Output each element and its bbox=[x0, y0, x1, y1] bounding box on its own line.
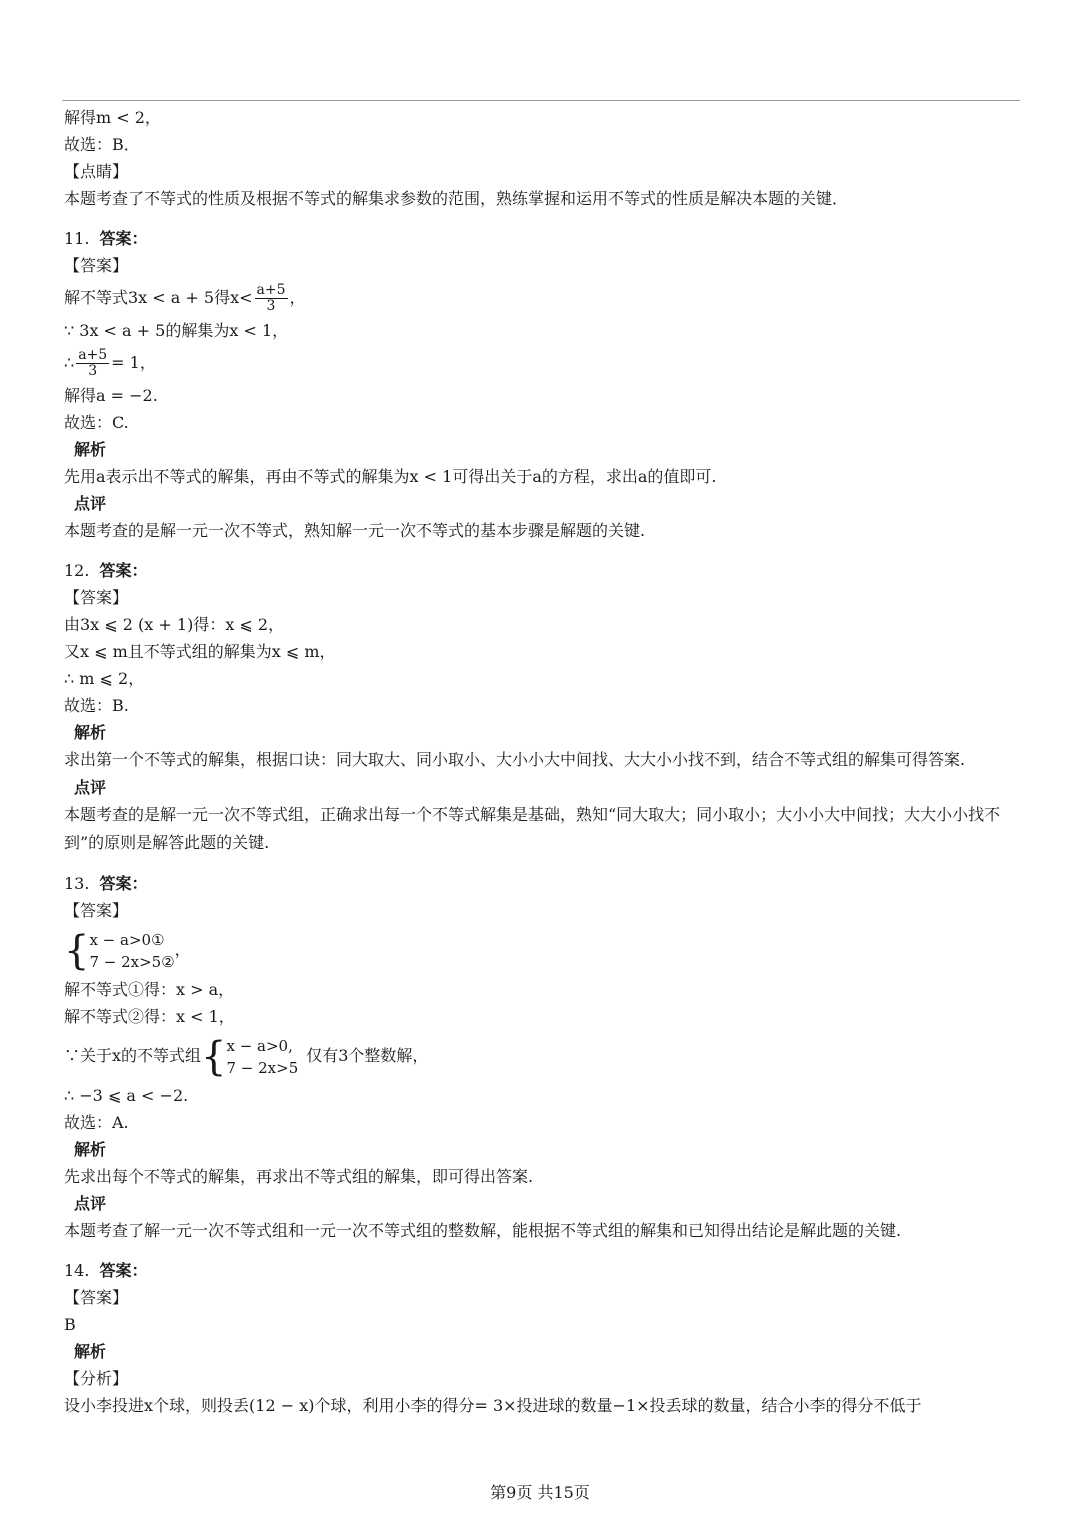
header-rule bbox=[62, 100, 1020, 101]
system-of-inequalities bbox=[201, 1035, 298, 1079]
text-line: 故选：B． bbox=[64, 135, 140, 154]
text-line: 本题考查了不等式的性质及根据不等式的解集求参数的范围，熟练掌握和运用不等式的性质是解决本题的关键． bbox=[64, 189, 849, 208]
answer-tag: 【答案】 bbox=[64, 1288, 129, 1307]
solution-line: 故选：C. bbox=[64, 413, 129, 432]
question-number: 13. bbox=[64, 874, 90, 893]
text-segment: 解不等式3x < a + 5得x< bbox=[64, 288, 253, 307]
fraction-numerator: a+5 bbox=[256, 282, 286, 298]
answer-heading: 答案： bbox=[99, 1261, 148, 1280]
system-of-inequalities bbox=[64, 929, 175, 973]
answer-tag: 【答案】 bbox=[64, 588, 129, 607]
fraction-numerator: a+5 bbox=[78, 347, 108, 363]
solution-line: 解不等式②得：x < 1， bbox=[64, 1007, 235, 1026]
system-row: 7 − 2x>5② bbox=[89, 952, 175, 971]
answer-heading: 答案： bbox=[99, 561, 148, 580]
solution-line: ∴ m ⩽ 2， bbox=[64, 669, 145, 688]
brace-icon: { bbox=[64, 927, 90, 974]
system-row: x − a>0① bbox=[89, 930, 165, 949]
solution-line bbox=[64, 279, 1024, 317]
answer-tag: 【答案】 bbox=[64, 901, 129, 920]
analysis-heading: 解析 bbox=[74, 723, 107, 742]
text-segment: 仅有3个整数解， bbox=[306, 1046, 429, 1065]
question-14-heading bbox=[64, 1257, 1024, 1284]
question-12-heading bbox=[64, 557, 1024, 584]
question-13-heading bbox=[64, 870, 1024, 897]
text-segment: ， bbox=[289, 288, 306, 307]
section-tag: 【分析】 bbox=[64, 1369, 129, 1388]
text-segment: ∴ bbox=[64, 353, 75, 372]
comment-text: 本题考查了解一元一次不等式组和一元一次不等式组的整数解，能根据不等式组的解集和已知得出结论是解此题的关键. bbox=[64, 1221, 902, 1240]
text-segment: = 1， bbox=[111, 353, 156, 372]
answer-heading: 答案： bbox=[99, 874, 148, 893]
solution-line: 解得a = −2. bbox=[64, 386, 158, 405]
text-line: 解得m < 2， bbox=[64, 108, 161, 127]
section-tag: 【点睛】 bbox=[64, 162, 129, 181]
comment-text: 本题考查的是解一元一次不等式，熟知解一元一次不等式的基本步骤是解题的关键. bbox=[64, 521, 646, 540]
analysis-text: 求出第一个不等式的解集，根据口诀：同大取大、同小取小、大小小大中间找、大大小小找不到，结合不等式组的解集可得答案. bbox=[64, 750, 966, 769]
solution-line: 解不等式①得：x > a， bbox=[64, 980, 235, 999]
solution-line: 由3x ⩽ 2 (x + 1)得：x ⩽ 2， bbox=[64, 615, 285, 634]
brace-icon: { bbox=[201, 1033, 227, 1080]
answer-heading: 答案： bbox=[99, 229, 148, 248]
text-segment: ∵关于x的不等式组 bbox=[64, 1046, 202, 1065]
comment-heading: 点评 bbox=[74, 1194, 107, 1213]
page-footer: 第9页 共15页 bbox=[490, 1483, 590, 1502]
answer-tag: 【答案】 bbox=[64, 256, 129, 275]
solution-line: ∴ −3 ⩽ a < −2. bbox=[64, 1086, 189, 1105]
fraction-denominator: 3 bbox=[88, 363, 98, 379]
comment-heading: 点评 bbox=[74, 778, 107, 797]
text-segment: ， bbox=[174, 940, 191, 959]
solution-line: 故选：B. bbox=[64, 696, 129, 715]
fraction-denominator: 3 bbox=[266, 298, 276, 314]
question-number: 12. bbox=[64, 561, 90, 580]
answer-value: B bbox=[64, 1315, 76, 1334]
analysis-text: 先求出每个不等式的解集，再求出不等式组的解集，即可得出答案. bbox=[64, 1167, 534, 1186]
solution-line: ∵ 3x < a + 5的解集为x < 1， bbox=[64, 321, 289, 340]
system-row: x − a>0, bbox=[226, 1036, 293, 1055]
comment-heading: 点评 bbox=[74, 494, 107, 513]
fraction bbox=[255, 283, 288, 314]
analysis-text: 先用a表示出不等式的解集，再由不等式的解集为x < 1可得出关于a的方程，求出a的值即可. bbox=[64, 467, 717, 486]
inequality-system bbox=[64, 924, 1024, 976]
question-number: 14. bbox=[64, 1261, 90, 1280]
solution-line bbox=[64, 1030, 1024, 1082]
page-content bbox=[64, 104, 1024, 1419]
solution-line: 又x ⩽ m且不等式组的解集为x ⩽ m， bbox=[64, 642, 336, 661]
analysis-heading: 解析 bbox=[74, 440, 107, 459]
analysis-heading: 解析 bbox=[74, 1140, 107, 1159]
question-11-heading bbox=[64, 225, 1024, 252]
question-number: 11. bbox=[64, 229, 90, 248]
analysis-text: 设小李投进x个球，则投丢(12 − x)个球，利用小李的得分= 3×投进球的数量−1×投丢球的数量，结合小李的得分不低于 bbox=[64, 1396, 922, 1415]
comment-text: 本题考查的是解一元一次不等式组，正确求出每一个不等式解集是基础，熟知“同大取大；同小取小；大小小大中间找；大大小小找不到”的原则是解答此题的关键. bbox=[64, 805, 1001, 852]
system-row: 7 − 2x>5 bbox=[226, 1058, 299, 1077]
analysis-heading: 解析 bbox=[74, 1342, 107, 1361]
solution-line bbox=[64, 344, 1024, 382]
solution-line: 故选：A. bbox=[64, 1113, 129, 1132]
fraction bbox=[76, 348, 109, 379]
